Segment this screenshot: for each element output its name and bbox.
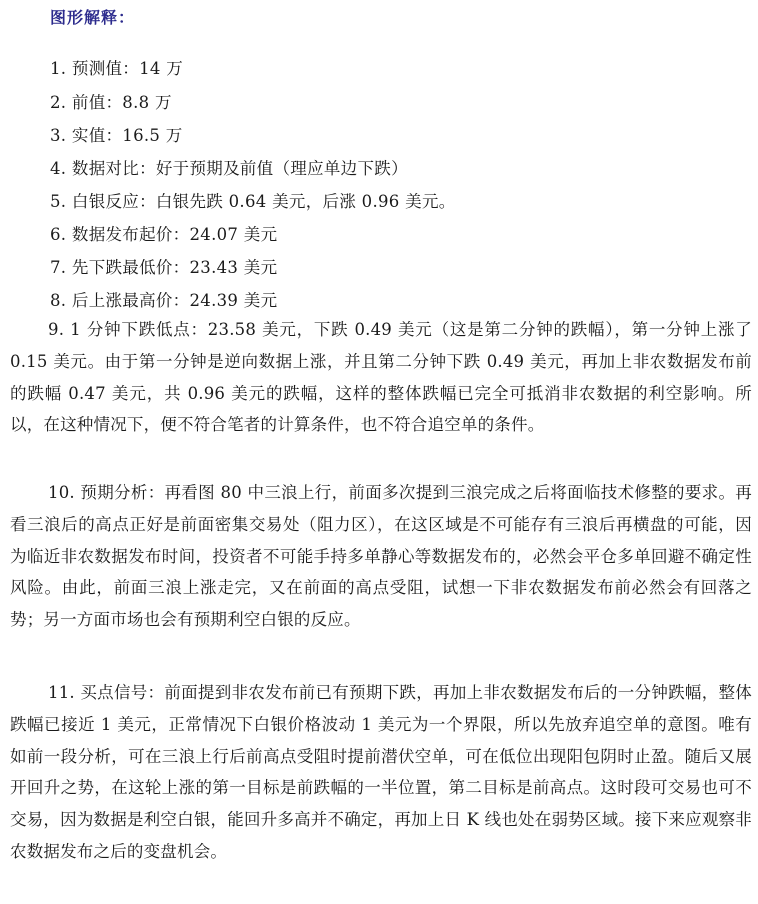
list-item-forecast: 1. 预测值：14 万 [50,59,184,78]
list-item-actual: 3. 实值：16.5 万 [50,126,183,145]
list-item-start-price: 6. 数据发布起价：24.07 美元 [50,225,278,244]
list-item-low-price: 7. 先下跌最低价：23.43 美元 [50,258,278,277]
list-item-comparison: 4. 数据对比：好于预期及前值（理应单边下跌） [50,159,408,178]
paragraph-buy-signal: 11. 买点信号：前面提到非农发布前已有预期下跌，再加上非农数据发布后的一分钟跌幅，整体跌幅已接近 1 美元，正常情况下白银价格波动 1 美元为一个界限，所以先放弃追空单的意图。唯有如前一段分析，可在三浪上行后前高点受阻时提前潜伏空单，可在低位出现阳包阴时止盈。随后又展开回升之势，在这轮上涨的第一目标是前跌幅的一半位置，第二目标是前高点。这时段可交易也可不交易，因为数据是利空白银，能回升多高并不确定，再加上日 K 线也处在弱势区域。接下来应观察非农数据发布之后的变盘机会。 [10,683,752,861]
paragraph-one-minute-low: 9. 1 分钟下跌低点：23.58 美元，下跌 0.49 美元（这是第二分钟的跌幅），第一分钟上涨了 0.15 美元。由于第一分钟是逆向数据上涨，并且第二分钟下跌 0.49 美元，再加上非农数据发布前的跌幅 0.47 美元，共 0.96 美元的跌幅，这样的整体跌幅已完全可抵消非农数据的利空影响。所以，在这种情况下，便不符合笔者的计算条件，也不符合追空单的条件。 [10,320,752,435]
list-item-high-price: 8. 后上涨最高价：24.39 美元 [50,291,278,310]
list-item-previous: 2. 前值：8.8 万 [50,93,172,112]
list-item-silver-reaction: 5. 白银反应：白银先跌 0.64 美元，后涨 0.96 美元。 [50,192,456,211]
paragraph-expectation-analysis: 10. 预期分析：再看图 80 中三浪上行，前面多次提到三浪完成之后将面临技术修整的要求。再看三浪后的高点正好是前面密集交易处（阻力区），在这区域是不可能存有三浪后再横盘的可能，因为临近非农数据发布时间，投资者不可能手持多单静心等数据发布的，必然会平仓多单回避不确定性风险。由此，前面三浪上涨走完，又在前面的高点受阻，试想一下非农数据发布前必然会有回落之势；另一方面市场也会有预期利空白银的反应。 [10,483,752,630]
section-heading: 图形解释： [50,8,136,27]
